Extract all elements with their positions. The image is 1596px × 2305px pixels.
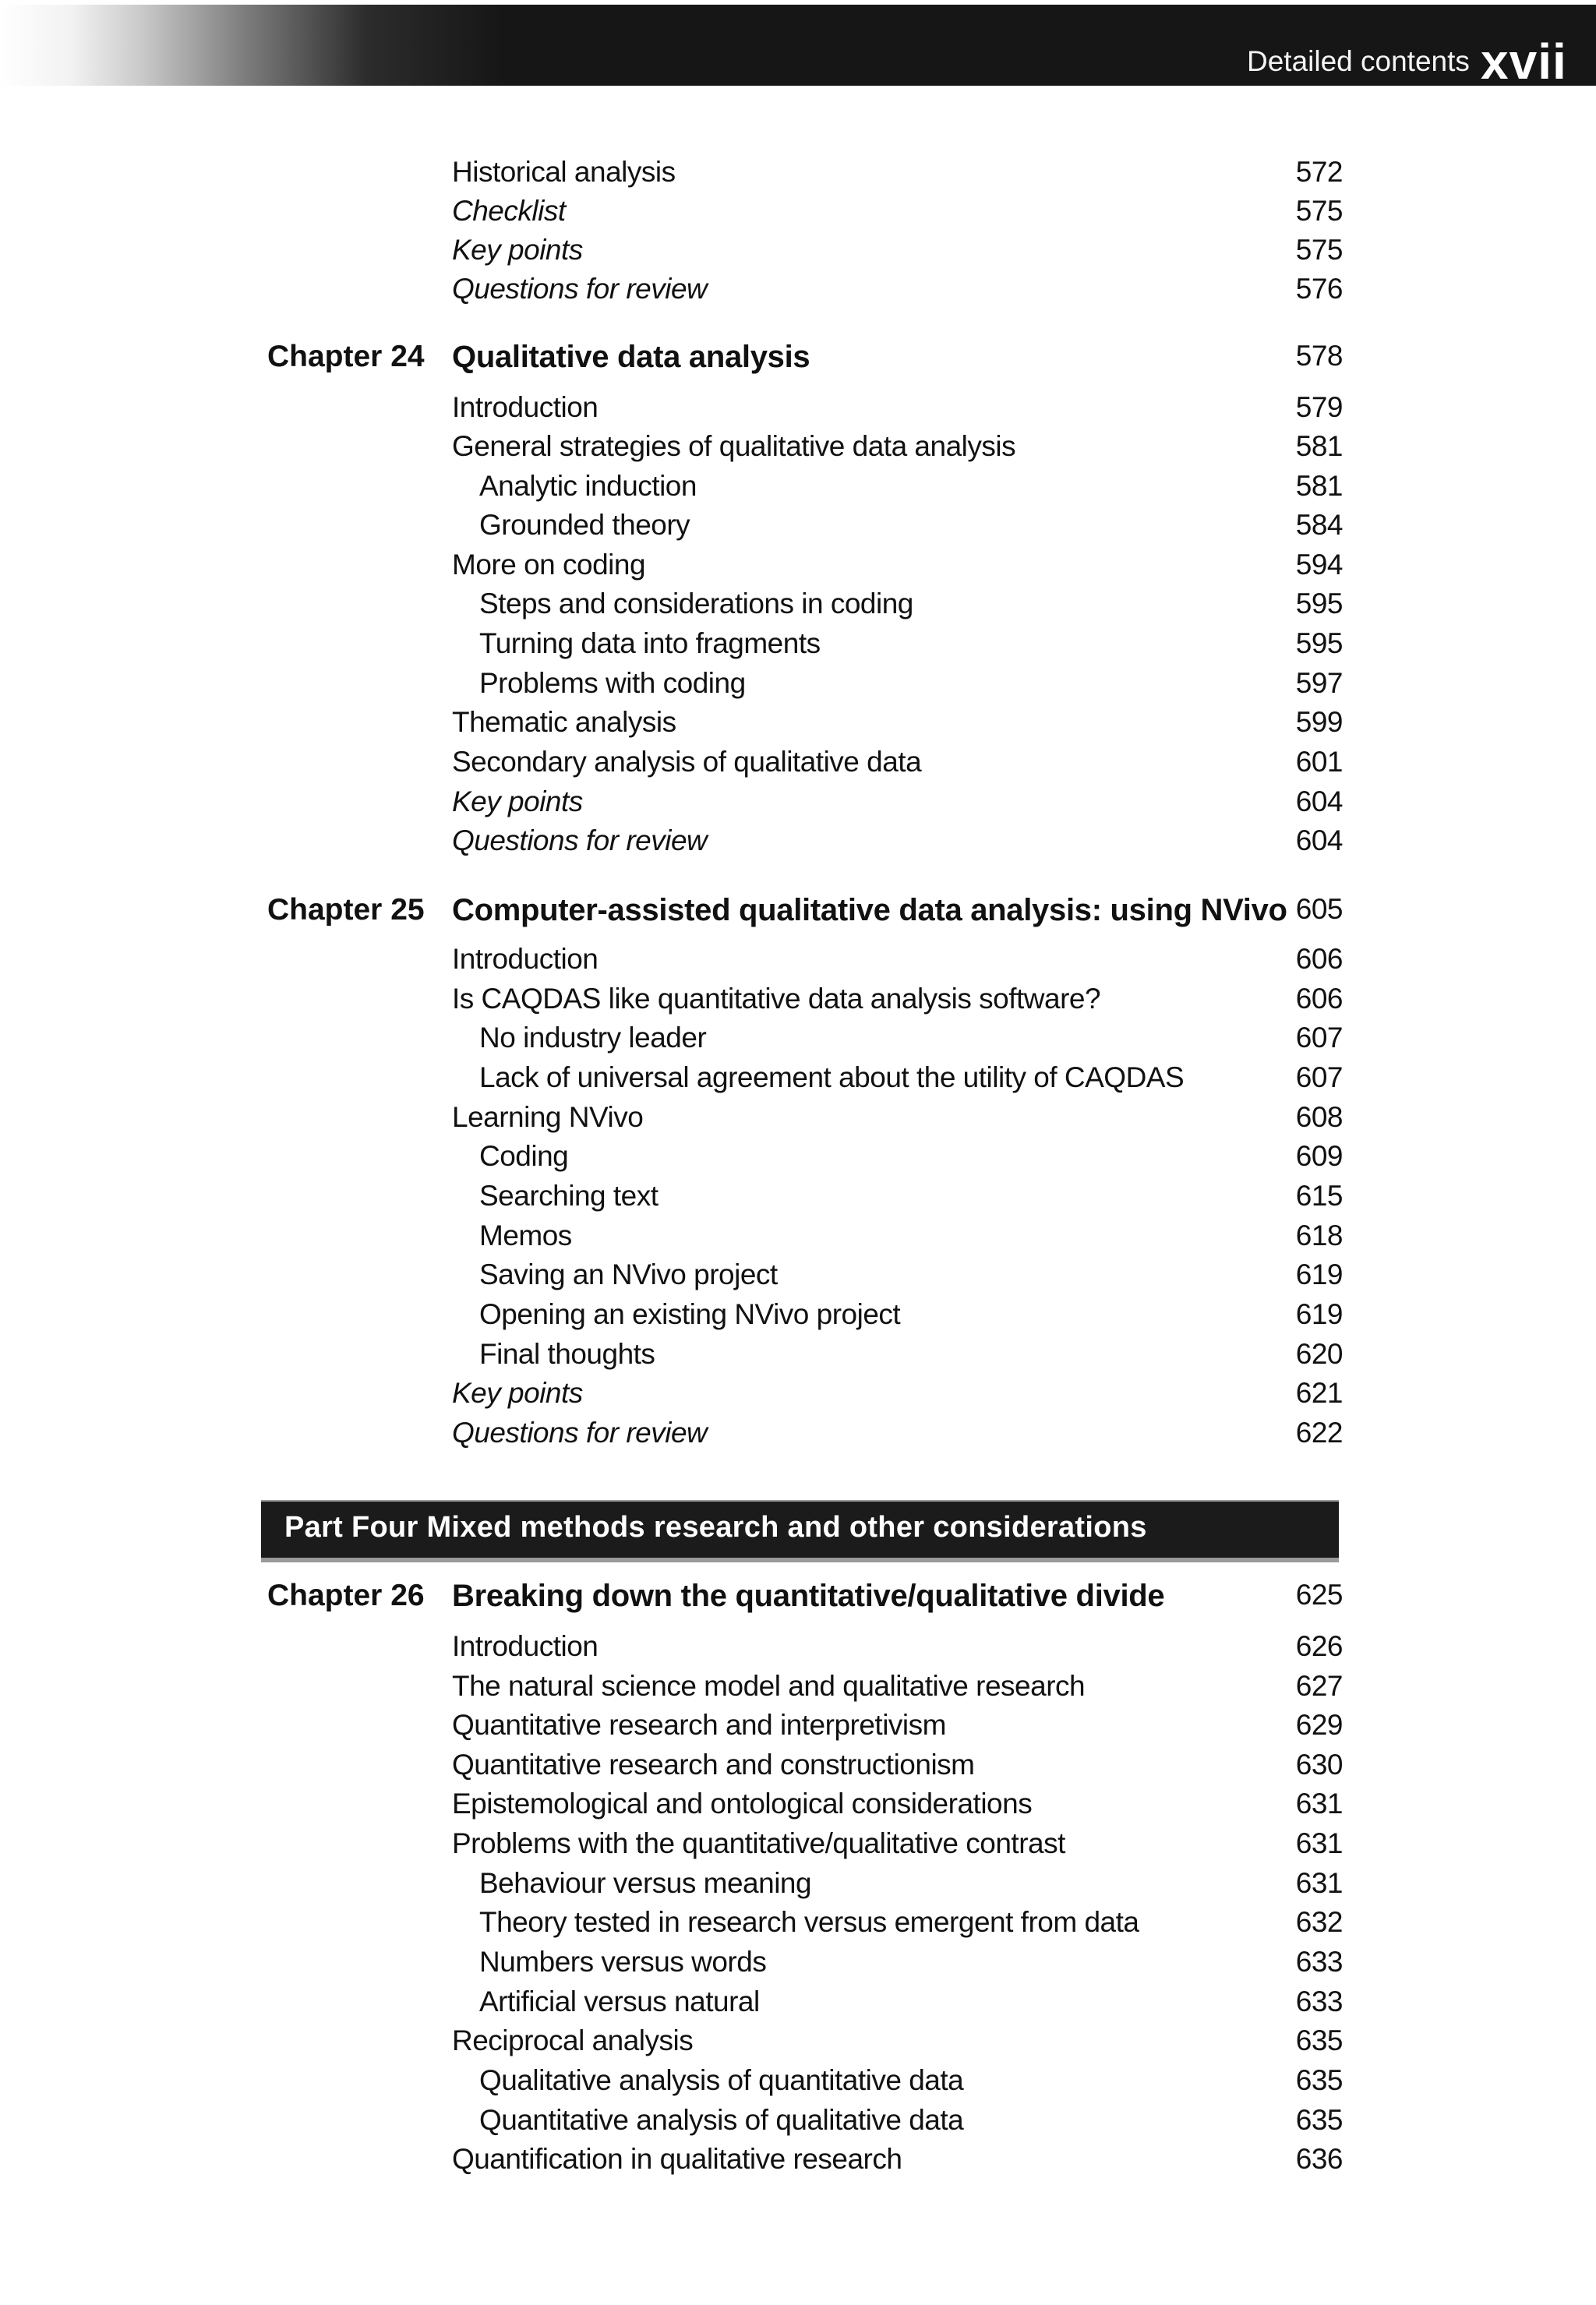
toc-entry (0, 1630, 1596, 1669)
entry-page: 632 (1295, 1906, 1343, 1938)
toc-entry (0, 1417, 1596, 1456)
toc-entry (0, 706, 1596, 745)
entry-page: 605 (1295, 893, 1343, 925)
entry-text: Lack of universal agreement about the utility of CAQDAS (479, 1061, 1185, 1093)
entry-page: 607 (1295, 1061, 1343, 1093)
toc-entry (0, 549, 1596, 588)
entry-page: 615 (1295, 1180, 1343, 1212)
entry-page: 631 (1295, 1827, 1343, 1859)
chapter-title: Qualitative data analysis (452, 340, 810, 374)
toc-subentry (0, 1061, 1596, 1100)
entry-text: Theory tested in research versus emergent from data (479, 1906, 1139, 1938)
entry-text: General strategies of qualitative data analysis (452, 430, 1016, 462)
entry-text: Turning data into fragments (479, 627, 821, 659)
entry-text: Coding (479, 1140, 569, 1172)
toc-entry (0, 391, 1596, 430)
entry-page: 578 (1295, 340, 1343, 372)
entry-text: Secondary analysis of qualitative data (452, 746, 922, 778)
entry-text: Artificial versus natural (479, 1986, 760, 2017)
entry-page: 576 (1295, 273, 1343, 305)
chapter-heading (0, 1579, 1596, 1618)
entry-text: More on coding (452, 549, 646, 581)
toc-subentry (0, 1986, 1596, 2024)
entry-text: Problems with coding (479, 667, 746, 699)
toc-subentry (0, 627, 1596, 666)
toc-subentry (0, 1338, 1596, 1377)
entry-page: 635 (1295, 2064, 1343, 2096)
entry-page: 581 (1295, 470, 1343, 502)
entry-page: 575 (1295, 195, 1343, 227)
part-banner (261, 1500, 1339, 1562)
entry-page: 627 (1295, 1670, 1343, 1702)
entry-text: Key points (452, 785, 583, 817)
entry-page: 633 (1295, 1946, 1343, 1978)
entry-page: 606 (1295, 943, 1343, 975)
entry-text: Learning NVivo (452, 1101, 644, 1133)
entry-page: 635 (1295, 2024, 1343, 2056)
running-header (0, 5, 1596, 90)
toc-entry (0, 2143, 1596, 2182)
toc-subentry (0, 470, 1596, 509)
entry-text: Memos (479, 1220, 572, 1251)
entry-text: Key points (452, 1377, 583, 1409)
entry-page: 619 (1295, 1258, 1343, 1290)
toc-entry (0, 430, 1596, 469)
entry-text: Quantitative research and interpretivism (452, 1709, 946, 1741)
entry-page: 631 (1295, 1867, 1343, 1899)
entry-page: 607 (1295, 1022, 1343, 1054)
entry-page: 621 (1295, 1377, 1343, 1409)
entry-text: Saving an NVivo project (479, 1258, 778, 1290)
toc-entry (0, 1827, 1596, 1866)
toc-subentry (0, 588, 1596, 627)
toc-entry (0, 2024, 1596, 2063)
entry-page: 595 (1295, 627, 1343, 659)
entry-text: Analytic induction (479, 470, 697, 502)
entry-page: 604 (1295, 824, 1343, 856)
entry-page: 631 (1295, 1788, 1343, 1820)
entry-text: The natural science model and qualitative research (452, 1670, 1086, 1702)
entry-text: Reciprocal analysis (452, 2024, 694, 2056)
toc-entry (0, 943, 1596, 982)
entry-text: Steps and considerations in coding (479, 588, 913, 619)
entry-text: Grounded theory (479, 509, 690, 541)
chapter-title: Breaking down the quantitative/qualitative divide (452, 1579, 1165, 1613)
entry-page: 581 (1295, 430, 1343, 462)
entry-text: Opening an existing NVivo project (479, 1298, 901, 1330)
entry-text: Introduction (452, 1630, 598, 1662)
toc-entry (0, 195, 1596, 234)
chapter-title: Computer-assisted qualitative data analysis: using NVivo (452, 893, 1287, 927)
entry-page: 595 (1295, 588, 1343, 619)
toc-entry (0, 1377, 1596, 1416)
toc-entry (0, 234, 1596, 273)
entry-page: 620 (1295, 1338, 1343, 1370)
entry-text: Behaviour versus meaning (479, 1867, 812, 1899)
entry-page: 629 (1295, 1709, 1343, 1741)
toc-subentry (0, 1946, 1596, 1985)
toc-subentry (0, 1140, 1596, 1179)
toc-entry (0, 1788, 1596, 1827)
toc-subentry (0, 1867, 1596, 1906)
toc-subentry (0, 509, 1596, 548)
entry-page: 608 (1295, 1101, 1343, 1133)
entry-page: 609 (1295, 1140, 1343, 1172)
toc-subentry (0, 1298, 1596, 1337)
entry-text: Quantification in qualitative research (452, 2143, 902, 2175)
entry-page: 599 (1295, 706, 1343, 738)
toc-subentry (0, 1022, 1596, 1061)
entry-text: Numbers versus words (479, 1946, 767, 1978)
entry-text: Problems with the quantitative/qualitative contrast (452, 1827, 1065, 1859)
toc-subentry (0, 1906, 1596, 1945)
header-gradient (0, 5, 592, 86)
entry-text: No industry leader (479, 1022, 707, 1054)
entry-page: 604 (1295, 785, 1343, 817)
entry-page: 618 (1295, 1220, 1343, 1251)
entry-page: 636 (1295, 2143, 1343, 2175)
entry-page: 622 (1295, 1417, 1343, 1449)
page-folio: xvii (1481, 34, 1567, 90)
entry-page: 626 (1295, 1630, 1343, 1662)
chapter-number: Chapter 24 (267, 340, 425, 373)
entry-text: Key points (452, 234, 583, 266)
entry-text: Qualitative analysis of quantitative data (479, 2064, 964, 2096)
chapter-heading (0, 893, 1596, 932)
toc-entry (0, 1749, 1596, 1788)
entry-page: 619 (1295, 1298, 1343, 1330)
chapter-number: Chapter 26 (267, 1579, 425, 1612)
entry-text: Quantitative analysis of qualitative data (479, 2104, 964, 2136)
toc-entry (0, 785, 1596, 824)
entry-page: 601 (1295, 746, 1343, 778)
entry-text: Introduction (452, 391, 598, 423)
chapter-heading (0, 340, 1596, 379)
entry-text: Questions for review (452, 1417, 708, 1449)
entry-text: Searching text (479, 1180, 659, 1212)
entry-page: 597 (1295, 667, 1343, 699)
entry-text: Epistemological and ontological considerations (452, 1788, 1033, 1820)
entry-page: 635 (1295, 2104, 1343, 2136)
entry-page: 575 (1295, 234, 1343, 266)
entry-text: Final thoughts (479, 1338, 655, 1370)
entry-text: Introduction (452, 943, 598, 975)
part-title: Part Four Mixed methods research and other considerations (284, 1511, 1147, 1544)
toc-subentry (0, 1258, 1596, 1297)
toc-entry (0, 1670, 1596, 1709)
entry-page: 594 (1295, 549, 1343, 581)
toc-subentry (0, 2064, 1596, 2103)
entry-page: 572 (1295, 156, 1343, 188)
entry-text: Checklist (452, 195, 566, 227)
entry-text: Is CAQDAS like quantitative data analysis software? (452, 983, 1101, 1015)
toc-subentry (0, 2104, 1596, 2143)
toc-entry (0, 1101, 1596, 1140)
entry-text: Historical analysis (452, 156, 676, 188)
running-title: Detailed contents (1247, 45, 1470, 77)
toc-entry (0, 824, 1596, 863)
toc-entry (0, 273, 1596, 312)
entry-text: Questions for review (452, 824, 708, 856)
toc-entry (0, 746, 1596, 785)
toc-entry (0, 156, 1596, 195)
toc-subentry (0, 1220, 1596, 1258)
toc-subentry (0, 667, 1596, 706)
entry-page: 584 (1295, 509, 1343, 541)
entry-page: 633 (1295, 1986, 1343, 2017)
entry-page: 625 (1295, 1579, 1343, 1611)
entry-page: 630 (1295, 1749, 1343, 1781)
entry-text: Questions for review (452, 273, 708, 305)
toc-subentry (0, 1180, 1596, 1219)
entry-page: 579 (1295, 391, 1343, 423)
toc-entry (0, 983, 1596, 1022)
entry-page: 606 (1295, 983, 1343, 1015)
chapter-number: Chapter 25 (267, 893, 425, 927)
entry-text: Thematic analysis (452, 706, 676, 738)
toc-entry (0, 1709, 1596, 1748)
entry-text: Quantitative research and constructionism (452, 1749, 975, 1781)
